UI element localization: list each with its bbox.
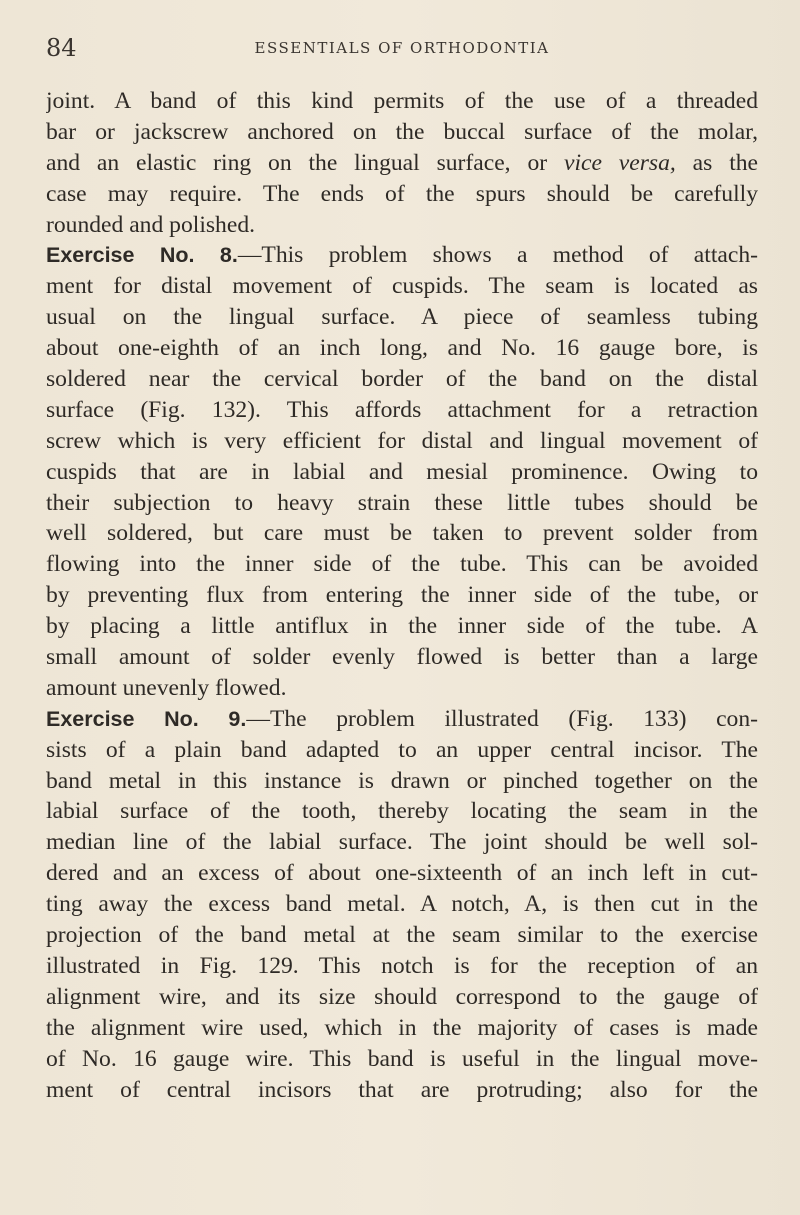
line-text: rounded and polished. [46,211,256,238]
page-number: 84 [46,34,77,62]
line-text: sists of a plain band adapted to an upper central incisor. The [46,736,758,763]
exercise-heading: Exercise No. 8. [46,243,238,268]
line-text: by preventing flux from entering the inner side of the tube, or [46,582,758,609]
line-text: projection of the band metal at the seam similar to the exercise [46,922,758,949]
text-line [46,827,758,858]
text-line [46,858,758,889]
text-line [46,333,758,364]
line-text: small amount of solder evenly flowed is better than a large [46,644,758,671]
line-text: and an elastic ring on the lingual surface, or [46,149,564,176]
line-text: illustrated in Fig. 129. This notch is for the reception of an [46,952,758,979]
line-text: ment for distal movement of cuspids. The seam is located as [46,273,758,300]
text-line [46,457,758,488]
exercise-heading: Exercise No. 9. [46,706,247,731]
text-line [46,86,758,117]
text-line [46,982,758,1013]
running-title: ESSENTIALS OF ORTHODONTIA [254,39,550,57]
line-text: ment of central incisors that are protruding; also for the [46,1076,758,1103]
line-text: —The problem illustrated (Fig. 133) con- [246,705,758,732]
text-line [46,518,758,549]
line-text: screw which is very efficient for distal and lingual movement of [46,427,758,454]
text-line [46,735,758,766]
text-line [46,1044,758,1075]
line-text: labial surface of the tooth, thereby locating the seam in the [46,798,758,825]
line-text: their subjection to heavy strain these little tubes should be [46,489,758,516]
text-line [46,395,758,426]
text-line [46,920,758,951]
body-text [46,86,758,1105]
text-line [46,673,758,704]
text-line [46,889,758,920]
text-line [46,148,758,179]
line-text: —This problem shows a method of attach- [237,242,758,269]
italic-phrase: vice versa, [563,149,676,176]
line-text: case may require. The ends of the spurs should be carefully [46,180,758,207]
line-text: the alignment wire used, which in the majority of cases is made [46,1014,758,1041]
text-line [46,796,758,827]
line-text: dered and an excess of about one-sixteenth of an inch left in cut- [46,860,758,887]
line-text: surface (Fig. 132). This affords attachment for a retraction [46,396,758,423]
line-text: soldered near the cervical border of the band on the distal [46,366,758,393]
text-line [46,302,758,333]
text-line [46,766,758,797]
line-text-rest: as the [675,149,758,176]
line-text: bar or jackscrew anchored on the buccal surface of the molar, [46,118,758,145]
line-text: cuspids that are in labial and mesial prominence. Owing to [46,458,758,485]
line-text: alignment wire, and its size should correspond to the gauge of [46,983,758,1010]
text-line [46,210,758,241]
text-line [46,549,758,580]
line-text: amount unevenly flowed. [46,674,287,701]
text-line [46,704,758,735]
text-line [46,364,758,395]
text-line [46,580,758,611]
text-line [46,951,758,982]
text-line [46,1075,758,1106]
line-text: joint. A band of this kind permits of the use of a threaded [46,88,758,114]
line-text: well soldered, but care must be taken to prevent solder from [46,520,758,547]
text-line [46,426,758,457]
text-line [46,240,758,271]
line-text: of No. 16 gauge wire. This band is useful in the lingual move- [46,1045,758,1072]
text-line [46,117,758,148]
line-text: ting away the excess band metal. A notch, A, is then cut in the [46,891,758,918]
line-text: by placing a little antiflux in the inner side of the tube. A [46,613,758,640]
line-text: band metal in this instance is drawn or pinched together on the [46,767,758,794]
line-text: median line of the labial surface. The joint should be well sol- [46,829,758,856]
text-line [46,488,758,519]
text-line [46,179,758,210]
text-line [46,611,758,642]
text-line [46,1013,758,1044]
line-text: flowing into the inner side of the tube. This can be avoided [46,551,758,578]
line-text: about one-eighth of an inch long, and No. 16 gauge bore, is [46,335,758,362]
running-head [46,34,758,64]
line-text: usual on the lingual surface. A piece of seamless tubing [46,304,758,331]
text-line [46,271,758,302]
text-line [46,642,758,673]
